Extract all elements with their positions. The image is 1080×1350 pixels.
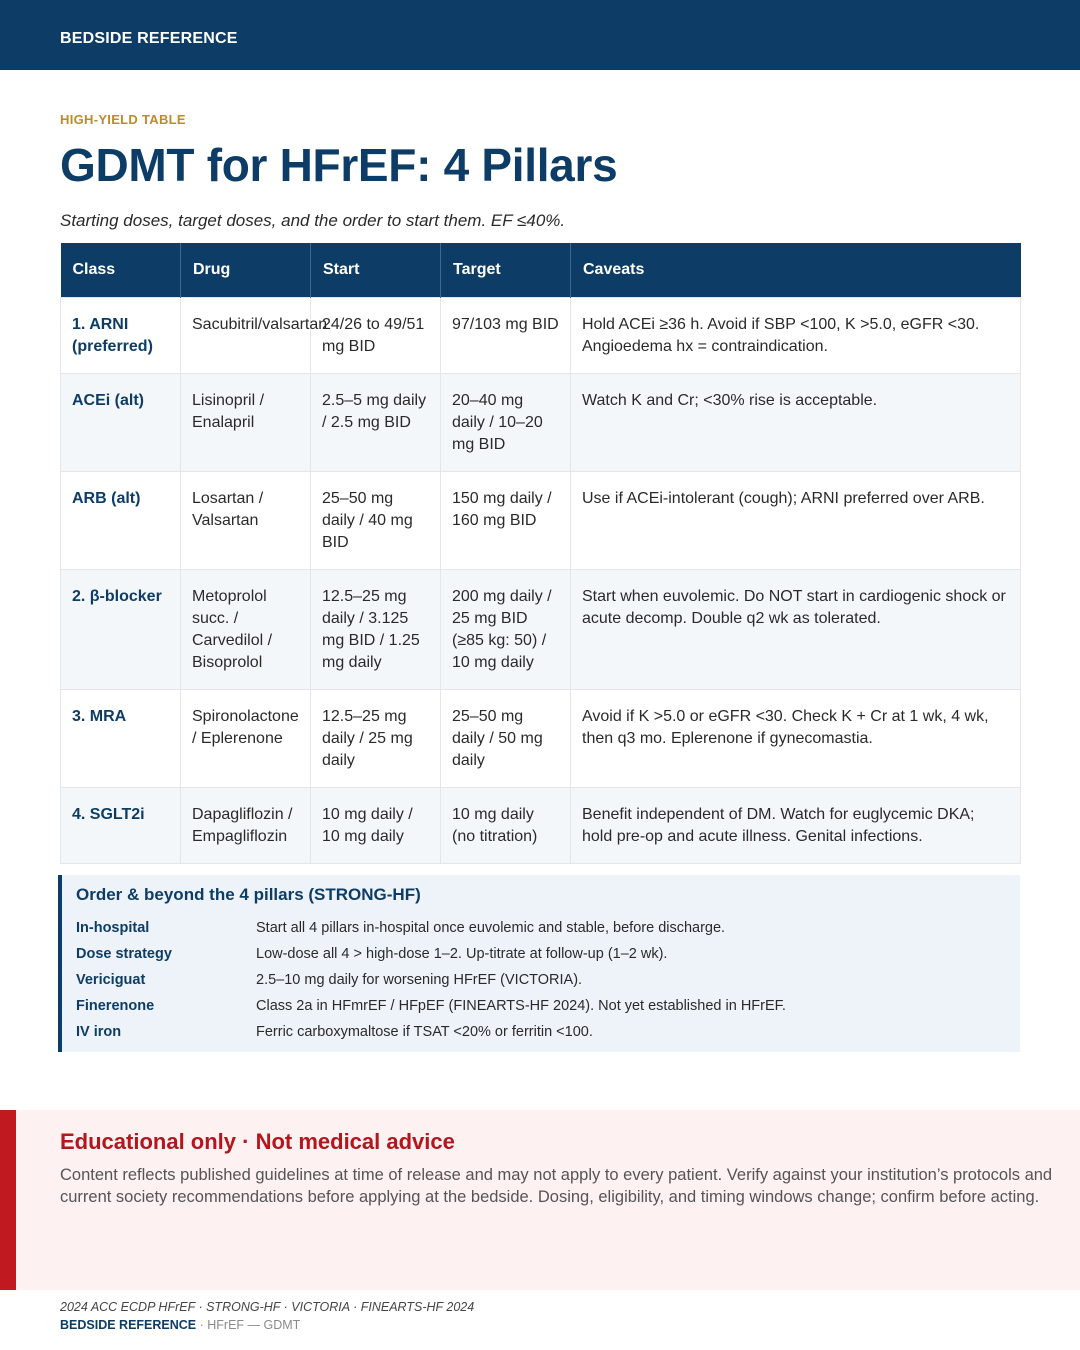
order-callout-box (58, 875, 1020, 1052)
header-start: Start (311, 243, 441, 297)
cell-caveats: Hold ACEi ≥36 h. Avoid if SBP <100, K >5.0, eGFR <30. Angioedema hx = contraindication. (571, 297, 1021, 373)
cell-start: 24/26 to 49/51 mg BID (311, 297, 441, 373)
footer-references: 2024 ACC ECDP HFrEF · STRONG-HF · VICTORIA · FINEARTS-HF 2024 (60, 1300, 475, 1314)
cell-target: 97/103 mg BID (441, 297, 571, 373)
order-item-value: Low-dose all 4 > high-dose 1–2. Up-titrate at follow-up (1–2 wk). (256, 946, 668, 962)
cell-drug: Spironolactone / Eplerenone (181, 689, 311, 787)
footer-section: · HFrEF — GDMT (196, 1318, 301, 1332)
header-drug: Drug (181, 243, 311, 297)
table-row (61, 373, 1021, 471)
order-item-key: In-hospital (76, 920, 150, 936)
cell-start: 10 mg daily / 10 mg daily (311, 787, 441, 863)
top-header-bar (0, 0, 1080, 70)
footer-brand-line (60, 1318, 300, 1332)
cell-target: 10 mg daily (no titration) (441, 787, 571, 863)
cell-class: ACEi (alt) (61, 373, 181, 471)
cell-class: 2. β-blocker (61, 569, 181, 689)
cell-class: ARB (alt) (61, 471, 181, 569)
order-item-key: Vericiguat (76, 972, 146, 988)
cell-class: 1. ARNI (preferred) (61, 297, 181, 373)
cell-start: 12.5–25 mg daily / 25 mg daily (311, 689, 441, 787)
order-item-key: Finerenone (76, 998, 155, 1014)
table-header-row (61, 243, 1021, 297)
disclaimer-panel (0, 1110, 1080, 1290)
order-callout-title: Order & beyond the 4 pillars (STRONG-HF) (76, 885, 421, 904)
table-row (61, 787, 1021, 863)
cell-drug: Lisinopril / Enalapril (181, 373, 311, 471)
page-title: GDMT for HFrEF: 4 Pillars (60, 139, 618, 191)
header-caveats: Caveats (571, 243, 1021, 297)
order-item-key: IV iron (76, 1024, 122, 1040)
order-item-value: Class 2a in HFmrEF / HFpEF (FINEARTS-HF 2024). Not yet established in HFrEF. (256, 998, 786, 1014)
cell-class: 3. MRA (61, 689, 181, 787)
cell-caveats: Start when euvolemic. Do NOT start in cardiogenic shock or acute decomp. Double q2 wk as tolerated. (571, 569, 1021, 689)
cell-caveats: Benefit independent of DM. Watch for euglycemic DKA; hold pre-op and acute illness. Genital infections. (571, 787, 1021, 863)
header-target: Target (441, 243, 571, 297)
page-subtitle: Starting doses, target doses, and the order to start them. EF ≤40%. (60, 211, 566, 230)
cell-caveats: Avoid if K >5.0 or eGFR <30. Check K + Cr at 1 wk, 4 wk, then q3 mo. Eplerenone if gynecomastia. (571, 689, 1021, 787)
cell-drug: Losartan / Valsartan (181, 471, 311, 569)
cell-target: 200 mg daily / 25 mg BID (≥85 kg: 50) / 10 mg daily (441, 569, 571, 689)
cell-drug: Sacubitril/valsartan (181, 297, 311, 373)
header-label: BEDSIDE REFERENCE (60, 30, 238, 47)
disclaimer-body: Content reflects published guidelines at time of release and may not apply to every patient. Verify against your institution’s protocols and current society recommendations before applying at the bedside. Dosing, eligibility, and timing windows change; confirm before acting. (60, 1166, 1053, 1206)
eyebrow-label: HIGH-YIELD TABLE (60, 112, 186, 127)
order-item-key: Dose strategy (76, 946, 172, 962)
cell-target: 20–40 mg daily / 10–20 mg BID (441, 373, 571, 471)
cell-start: 2.5–5 mg daily / 2.5 mg BID (311, 373, 441, 471)
header-class: Class (61, 243, 181, 297)
cell-target: 150 mg daily / 160 mg BID (441, 471, 571, 569)
cell-caveats: Watch K and Cr; <30% rise is acceptable. (571, 373, 1021, 471)
table-row (61, 297, 1021, 373)
cell-drug: Metoprolol succ. / Carvedilol / Bisoprolol (181, 569, 311, 689)
cell-target: 25–50 mg daily / 50 mg daily (441, 689, 571, 787)
gdmt-table (60, 243, 1021, 864)
disclaimer-title: Educational only · Not medical advice (60, 1129, 455, 1154)
disclaimer-accent-bar (0, 1110, 16, 1290)
cell-caveats: Use if ACEi-intolerant (cough); ARNI preferred over ARB. (571, 471, 1021, 569)
order-item-value: Start all 4 pillars in-hospital once euvolemic and stable, before discharge. (256, 920, 726, 936)
table-row (61, 689, 1021, 787)
cell-start: 12.5–25 mg daily / 3.125 mg BID / 1.25 mg daily (311, 569, 441, 689)
order-item-value: Ferric carboxymaltose if TSAT <20% or ferritin <100. (256, 1024, 593, 1040)
table-row (61, 569, 1021, 689)
cell-start: 25–50 mg daily / 40 mg BID (311, 471, 441, 569)
footer-brand: BEDSIDE REFERENCE (60, 1318, 197, 1332)
order-item-value: 2.5–10 mg daily for worsening HFrEF (VICTORIA). (256, 972, 583, 988)
table-row (61, 471, 1021, 569)
cell-drug: Dapagliflozin / Empagliflozin (181, 787, 311, 863)
cell-class: 4. SGLT2i (61, 787, 181, 863)
